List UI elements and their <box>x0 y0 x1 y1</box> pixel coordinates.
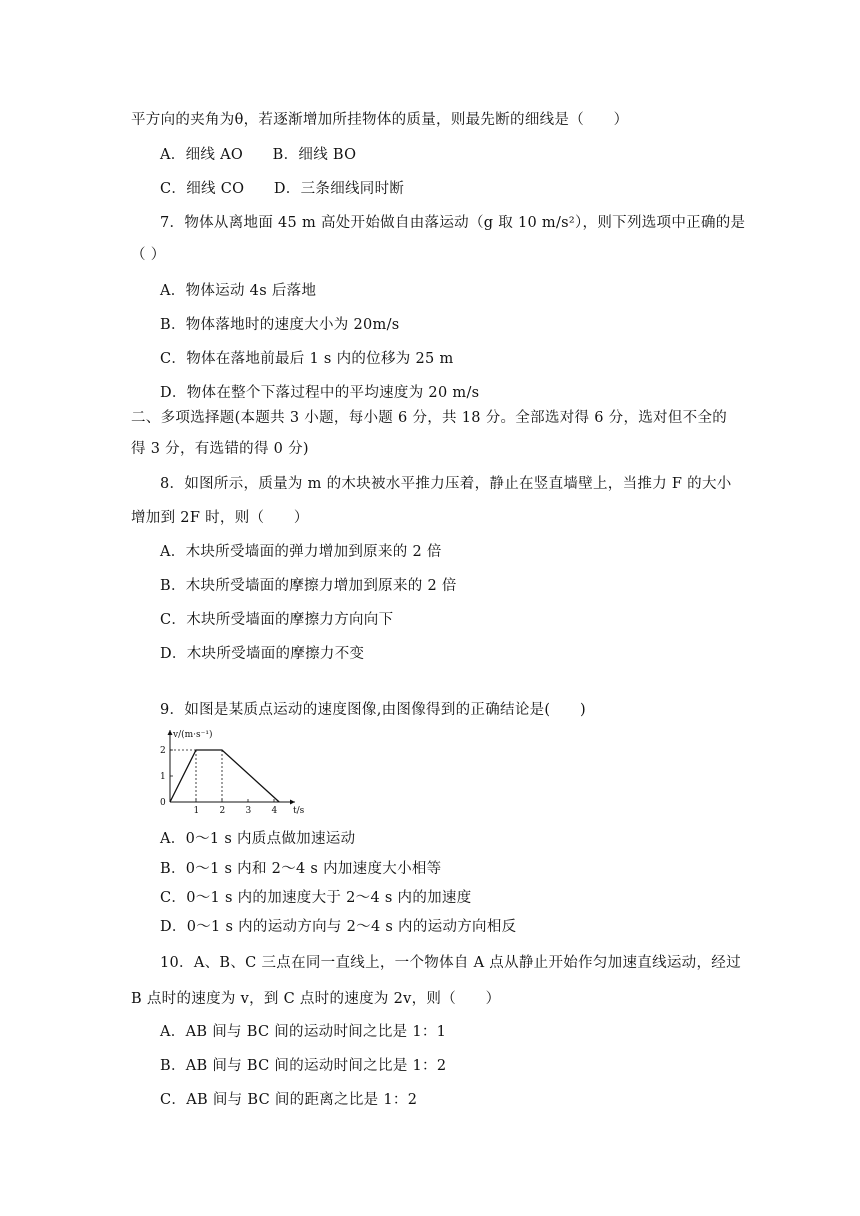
y-tick-label: 1 <box>160 772 166 782</box>
y-axis-label: v/(m·s⁻¹) <box>173 730 213 740</box>
x-axis-label: t/s <box>293 806 305 816</box>
x-tick-label: 1 <box>193 806 200 816</box>
q8-option-c: C．木块所受墙面的摩擦力方向向下 <box>160 612 394 628</box>
x-tick-label: 3 <box>245 806 252 816</box>
section-2-heading-tail: 得 3 分，有选错的得 0 分) <box>131 441 309 457</box>
x-tick-label: 4 <box>271 806 278 816</box>
q7-option-a: A．物体运动 4s 后落地 <box>160 283 317 299</box>
q7-stem: 7．物体从离地面 45 m 高处开始做自由落运动（g 取 10 m/s²），则下列选项中正确的是 <box>160 215 746 231</box>
q8-option-d: D．木块所受墙面的摩擦力不变 <box>160 646 365 662</box>
velocity-time-graph <box>158 728 314 824</box>
q9-stem: 9．如图是某质点运动的速度图像,由图像得到的正确结论是( ) <box>160 702 586 718</box>
q9-option-a: A．0～1 s 内质点做加速运动 <box>160 831 356 847</box>
y-tick-label: 2 <box>160 746 166 756</box>
q6-options-cd: C．细线 CO D．三条细线同时断 <box>160 181 405 197</box>
q9-option-c: C．0～1 s 内的加速度大于 2～4 s 内的加速度 <box>160 890 472 906</box>
q10-option-a: A．AB 间与 BC 间的运动时间之比是 1：1 <box>160 1024 447 1040</box>
q7-option-d: D．物体在整个下落过程中的平均速度为 20 m/s <box>160 385 480 401</box>
q8-option-a: A．木块所受墙面的弹力增加到原来的 2 倍 <box>160 544 442 560</box>
q10-stem: 10．A、B、C 三点在同一直线上，一个物体自 A 点从静止开始作匀加速直线运动，经过 <box>160 955 741 971</box>
q9-option-b: B．0～1 s 内和 2～4 s 内加速度大小相等 <box>160 861 442 877</box>
y-tick-label: 0 <box>160 798 166 808</box>
q6-options-ab: A．细线 AO B．细线 BO <box>160 147 357 163</box>
q8-stem-tail: 增加到 2F 时，则（ ） <box>131 510 309 526</box>
x-axis-arrow <box>290 800 295 805</box>
q6-stem-continued: 平方向的夹角为θ，若逐渐增加所挂物体的质量，则最先断的细线是（ ） <box>131 112 629 128</box>
q10-option-b: B．AB 间与 BC 间的运动时间之比是 1：2 <box>160 1058 447 1074</box>
q10-option-c: C．AB 间与 BC 间的距离之比是 1：2 <box>160 1092 418 1108</box>
section-2-heading: 二、多项选择题(本题共 3 小题，每小题 6 分，共 18 分。全部选对得 6 分，选对但不全的 <box>131 410 728 426</box>
q8-stem: 8．如图所示，质量为 m 的木块被水平推力压着，静止在竖直墙壁上，当推力 F 的大小 <box>160 476 732 492</box>
q7-stem-tail: （ ） <box>131 247 166 263</box>
velocity-line <box>170 750 279 802</box>
q9-option-d: D．0～1 s 内的运动方向与 2～4 s 内的运动方向相反 <box>160 919 517 935</box>
q7-option-c: C．物体在落地前最后 1 s 内的位移为 25 m <box>160 351 454 367</box>
x-tick-label: 2 <box>219 806 226 816</box>
q8-option-b: B．木块所受墙面的摩擦力增加到原来的 2 倍 <box>160 578 457 594</box>
y-axis-arrow <box>168 730 173 735</box>
q7-option-b: B．物体落地时的速度大小为 20m/s <box>160 317 400 333</box>
q10-stem-tail: B 点时的速度为 v，到 C 点时的速度为 2v，则（ ） <box>131 991 501 1007</box>
